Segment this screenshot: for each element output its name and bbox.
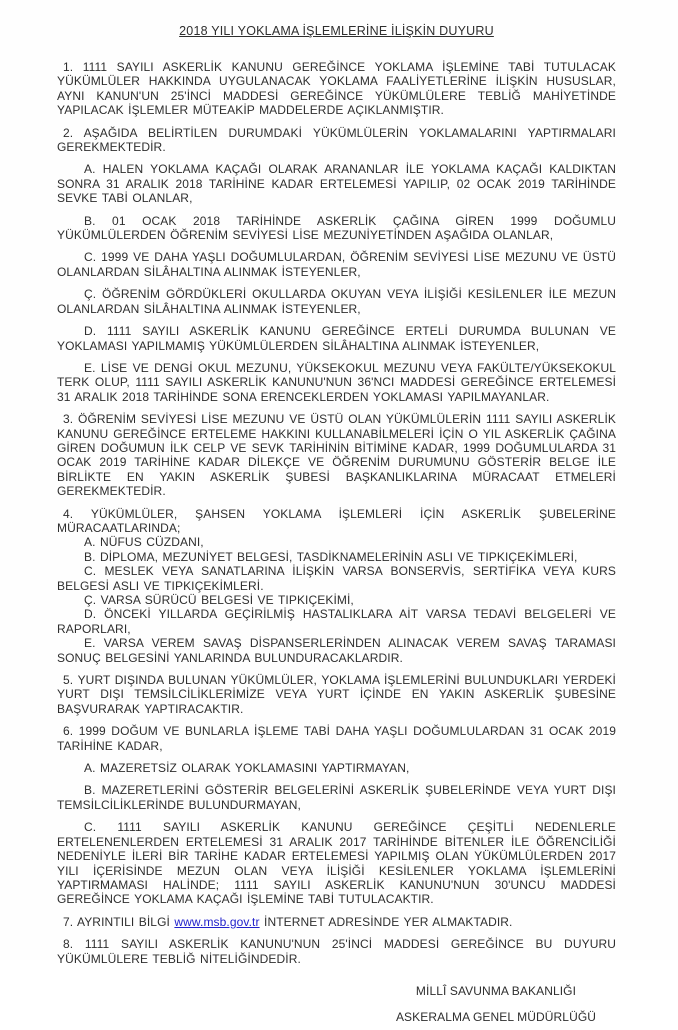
paragraph-3: 3. ÖĞRENİM SEVİYESİ LİSE MEZUNU VE ÜSTÜ OLAN YÜKÜMLÜLERİN 1111 SAYILI ASKERLİK KANUNU GEREĞİNCE ERTELEME HAKKINI KULLANABİLMELERİ İÇİN O YIL ASKERLİK ÇAĞINA GİREN DOĞUMUN İLK CELP VE SEVK TARİHİNİN BİTİMİNE KADAR, 1999 DOĞUMLULARDA 31 OCAK 2019 TARİHİNE KADAR DİLEKÇE VE ÖĞRENİM DURUMUNU GÖSTERİR BELGE İLE BİRLİKTE EN YAKIN ASKERLİK ŞUBESİ BAŞKANLIKLARINA MÜRACAAT ETMELERİ GEREKMEKTEDİR. [57, 412, 616, 499]
paragraph-7-text-before: 7. AYRINTILI BİLGİ [63, 914, 175, 929]
item-4c: C. MESLEK VEYA SANATLARINA İLİŞKİN VARSA BONSERVİS, SERTİFİKA VEYA KURS BELGESİ ASLI VE TIPKIÇEKİMLERİ. [57, 564, 616, 593]
item-2b: B. 01 OCAK 2018 TARİHİNDE ASKERLİK ÇAĞINA GİREN 1999 DOĞUMLU YÜKÜMLÜLERDEN ÖĞRENİM SEVİYESİ LİSE MEZUNİYETİNDEN AŞAĞIDA OLANLAR, [57, 213, 616, 243]
document-title: 2018 YILI YOKLAMA İŞLEMLERİNE İLİŞKİN DUYURU [179, 24, 494, 38]
paragraph-8: 8. 1111 SAYILI ASKERLİK KANUNU'NUN 25'İNCİ MADDESİ GEREĞİNCE BU DUYURU YÜKÜMLÜLERE TEBLİĞ NİTELİĞİNDEDİR. [57, 937, 616, 966]
item-2d: D. 1111 SAYILI ASKERLİK KANUNU GEREĞİNCE ERTELİ DURUMDA BULUNAN VE YOKLAMASI YAPILMAMIŞ YÜKÜMLÜLERDEN SİLÂHALTINA ALINMAK İSTEYENLER, [57, 324, 616, 353]
paragraph-5: 5. YURT DIŞINDA BULUNAN YÜKÜMLÜLER, YOKLAMA İŞLEMLERİNİ BULUNDUKLARI YERDEKİ YURT DIŞI TEMSİLCİLİKLERİMİZE VEYA YURT İÇİNDE EN YAKIN ASKERLİK ŞUBESİNE BAŞVURARAK YAPTIRACAKTIR. [57, 673, 616, 716]
item-6c: C. 1111 SAYILI ASKERLİK KANUNU GEREĞİNCE ÇEŞİTLİ NEDENLERLE ERTELENENLERDEN ERTELEMESİ 31 ARALIK 2017 TARİHİNDE BİTENLER İLE ÖĞRENCİLİĞİ NEDENİYLE İLERİ BİR TARİHE KADAR ERTELEMESİ YAPILMIŞ OLAN YÜKÜMLÜLERDEN 2017 YILI İÇERİSİNDE MEZUN OLAN VEYA İLİŞİĞİ KESİLENLER YOKLAMA İŞLEMLERİNİ YAPTIRMAMASI HALİNDE; 1111 SAYILI ASKERLİK KANUNU'NUN 30'UNCU MADDESİ GEREĞİNCE YOKLAMA KAÇAĞI İŞLEMİNE TABİ TUTULACAKTIR. [57, 820, 616, 907]
item-4e: E. VARSA VEREM SAVAŞ DİSPANSERLERİNDEN ALINACAK VEREM SAVAŞ TARAMASI SONUÇ BELGESİNİ YANLARINDA BULUNDURACAKLARDIR. [57, 636, 616, 665]
item-6a: A. MAZERETSİZ OLARAK YOKLAMASINI YAPTIRMAYAN, [84, 761, 410, 776]
item-6b: B. MAZERETLERİNİ GÖSTERİR BELGELERİNİ ASKERLİK ŞUBELERİNDE VEYA YURT DIŞI TEMSİLCİLİKLERİNDE BULUNDURMAYAN, [57, 783, 616, 812]
paragraph-2: 2. AŞAĞIDA BELİRTİLEN DURUMDAKİ YÜKÜMLÜLERİN YOKLAMALARINI YAPTIRMALARI GEREKMEKTEDİR. [57, 125, 616, 155]
item-2e: E. LİSE VE DENGİ OKUL MEZUNU, YÜKSEKOKUL MEZUNU VEYA FAKÜLTE/YÜKSEKOKUL TERK OLUP, 1111 SAYILI ASKERLİK KANUNU'NUN 36'NCI MADDESİ GEREĞİNCE ERTELEMESİ 31 ARALIK 2018 TARİHİNDE SONA ERENCEKLERDEN YOKLAMASI YAPILMAYANLAR. [57, 360, 616, 404]
item-2a: A. HALEN YOKLAMA KAÇAĞI OLARAK ARANANLAR İLE YOKLAMA KAÇAĞI KALDIKTAN SONRA 31 ARALIK 2018 TARİHİNE KADAR ERTELEMESİ YAPILIP, 02 OCAK 2019 TARİHİNDE SEVKE TABİ OLANLAR, [57, 162, 616, 206]
paragraph-7 [57, 915, 616, 929]
signature-directorate: ASKERALMA GENEL MÜDÜRLÜĞÜ [395, 1009, 597, 1024]
item-4d: D. ÖNCEKİ YILLARDA GEÇİRİLMİŞ HASTALIKLARA AİT VARSA TEDAVİ BELGELERİ VE RAPORLARI, [57, 607, 616, 636]
paragraph-7-text-after: İNTERNET ADRESİNDE YER ALMAKTADIR. [259, 914, 513, 929]
msb-website-link[interactable]: www.msb.gov.tr [174, 914, 260, 929]
paragraph-4: 4. YÜKÜMLÜLER, ŞAHSEN YOKLAMA İŞLEMLERİ İÇİN ASKERLİK ŞUBELERİNE MÜRACAATLARINDA; [57, 506, 616, 535]
item-2cc: Ç. ÖĞRENİM GÖRDÜKLERİ OKULLARDA OKUYAN VEYA İLİŞİĞİ KESİLENLER İLE MEZUN OLANLARDAN SİLÂHALTINA ALINMAK İSTEYENLER, [57, 287, 616, 316]
item-4cc: Ç. VARSA SÜRÜCÜ BELGESİ VE TIPKIÇEKİMİ, [84, 593, 354, 607]
item-4a: A. NÜFUS CÜZDANI, [84, 535, 204, 550]
signature-ministry: MİLLÎ SAVUNMA BAKANLIĞI [415, 983, 577, 998]
paragraph-6: 6. 1999 DOĞUM VE BUNLARLA İŞLEME TABİ DAHA YAŞLI DOĞUMLULARDAN 31 OCAK 2019 TARİHİNE KADAR, [57, 724, 616, 753]
item-4b: B. DİPLOMA, MEZUNİYET BELGESİ, TASDİKNAMELERİNİN ASLI VE TIPKIÇEKİMLERİ, [84, 549, 578, 564]
signature-block [376, 978, 616, 1030]
item-2c: C. 1999 VE DAHA YAŞLI DOĞUMLULARDAN, ÖĞRENİM SEVİYESİ LİSE MEZUNU VE ÜSTÜ OLANLARDAN SİLÂHALTINA ALINMAK İSTEYENLER, [57, 250, 616, 279]
paragraph-1: 1. 1111 SAYILI ASKERLİK KANUNU GEREĞİNCE YOKLAMA İŞLEMİNE TABİ TUTULACAK YÜKÜMLÜLER HAKKINDA UYGULANACAK YOKLAMA FAALİYETLERİNE İLİŞKİN HUSUSLAR, AYNI KANUN'UN 25'İNCİ MADDESİ GEREĞİNCE YÜKÜMLÜLERE TEBLİĞ MAHİYETİNDE YAPILACAK İŞLEMLER MÜTEAKİP MADDELERDE AÇIKLANMIŞTIR. [57, 60, 616, 118]
